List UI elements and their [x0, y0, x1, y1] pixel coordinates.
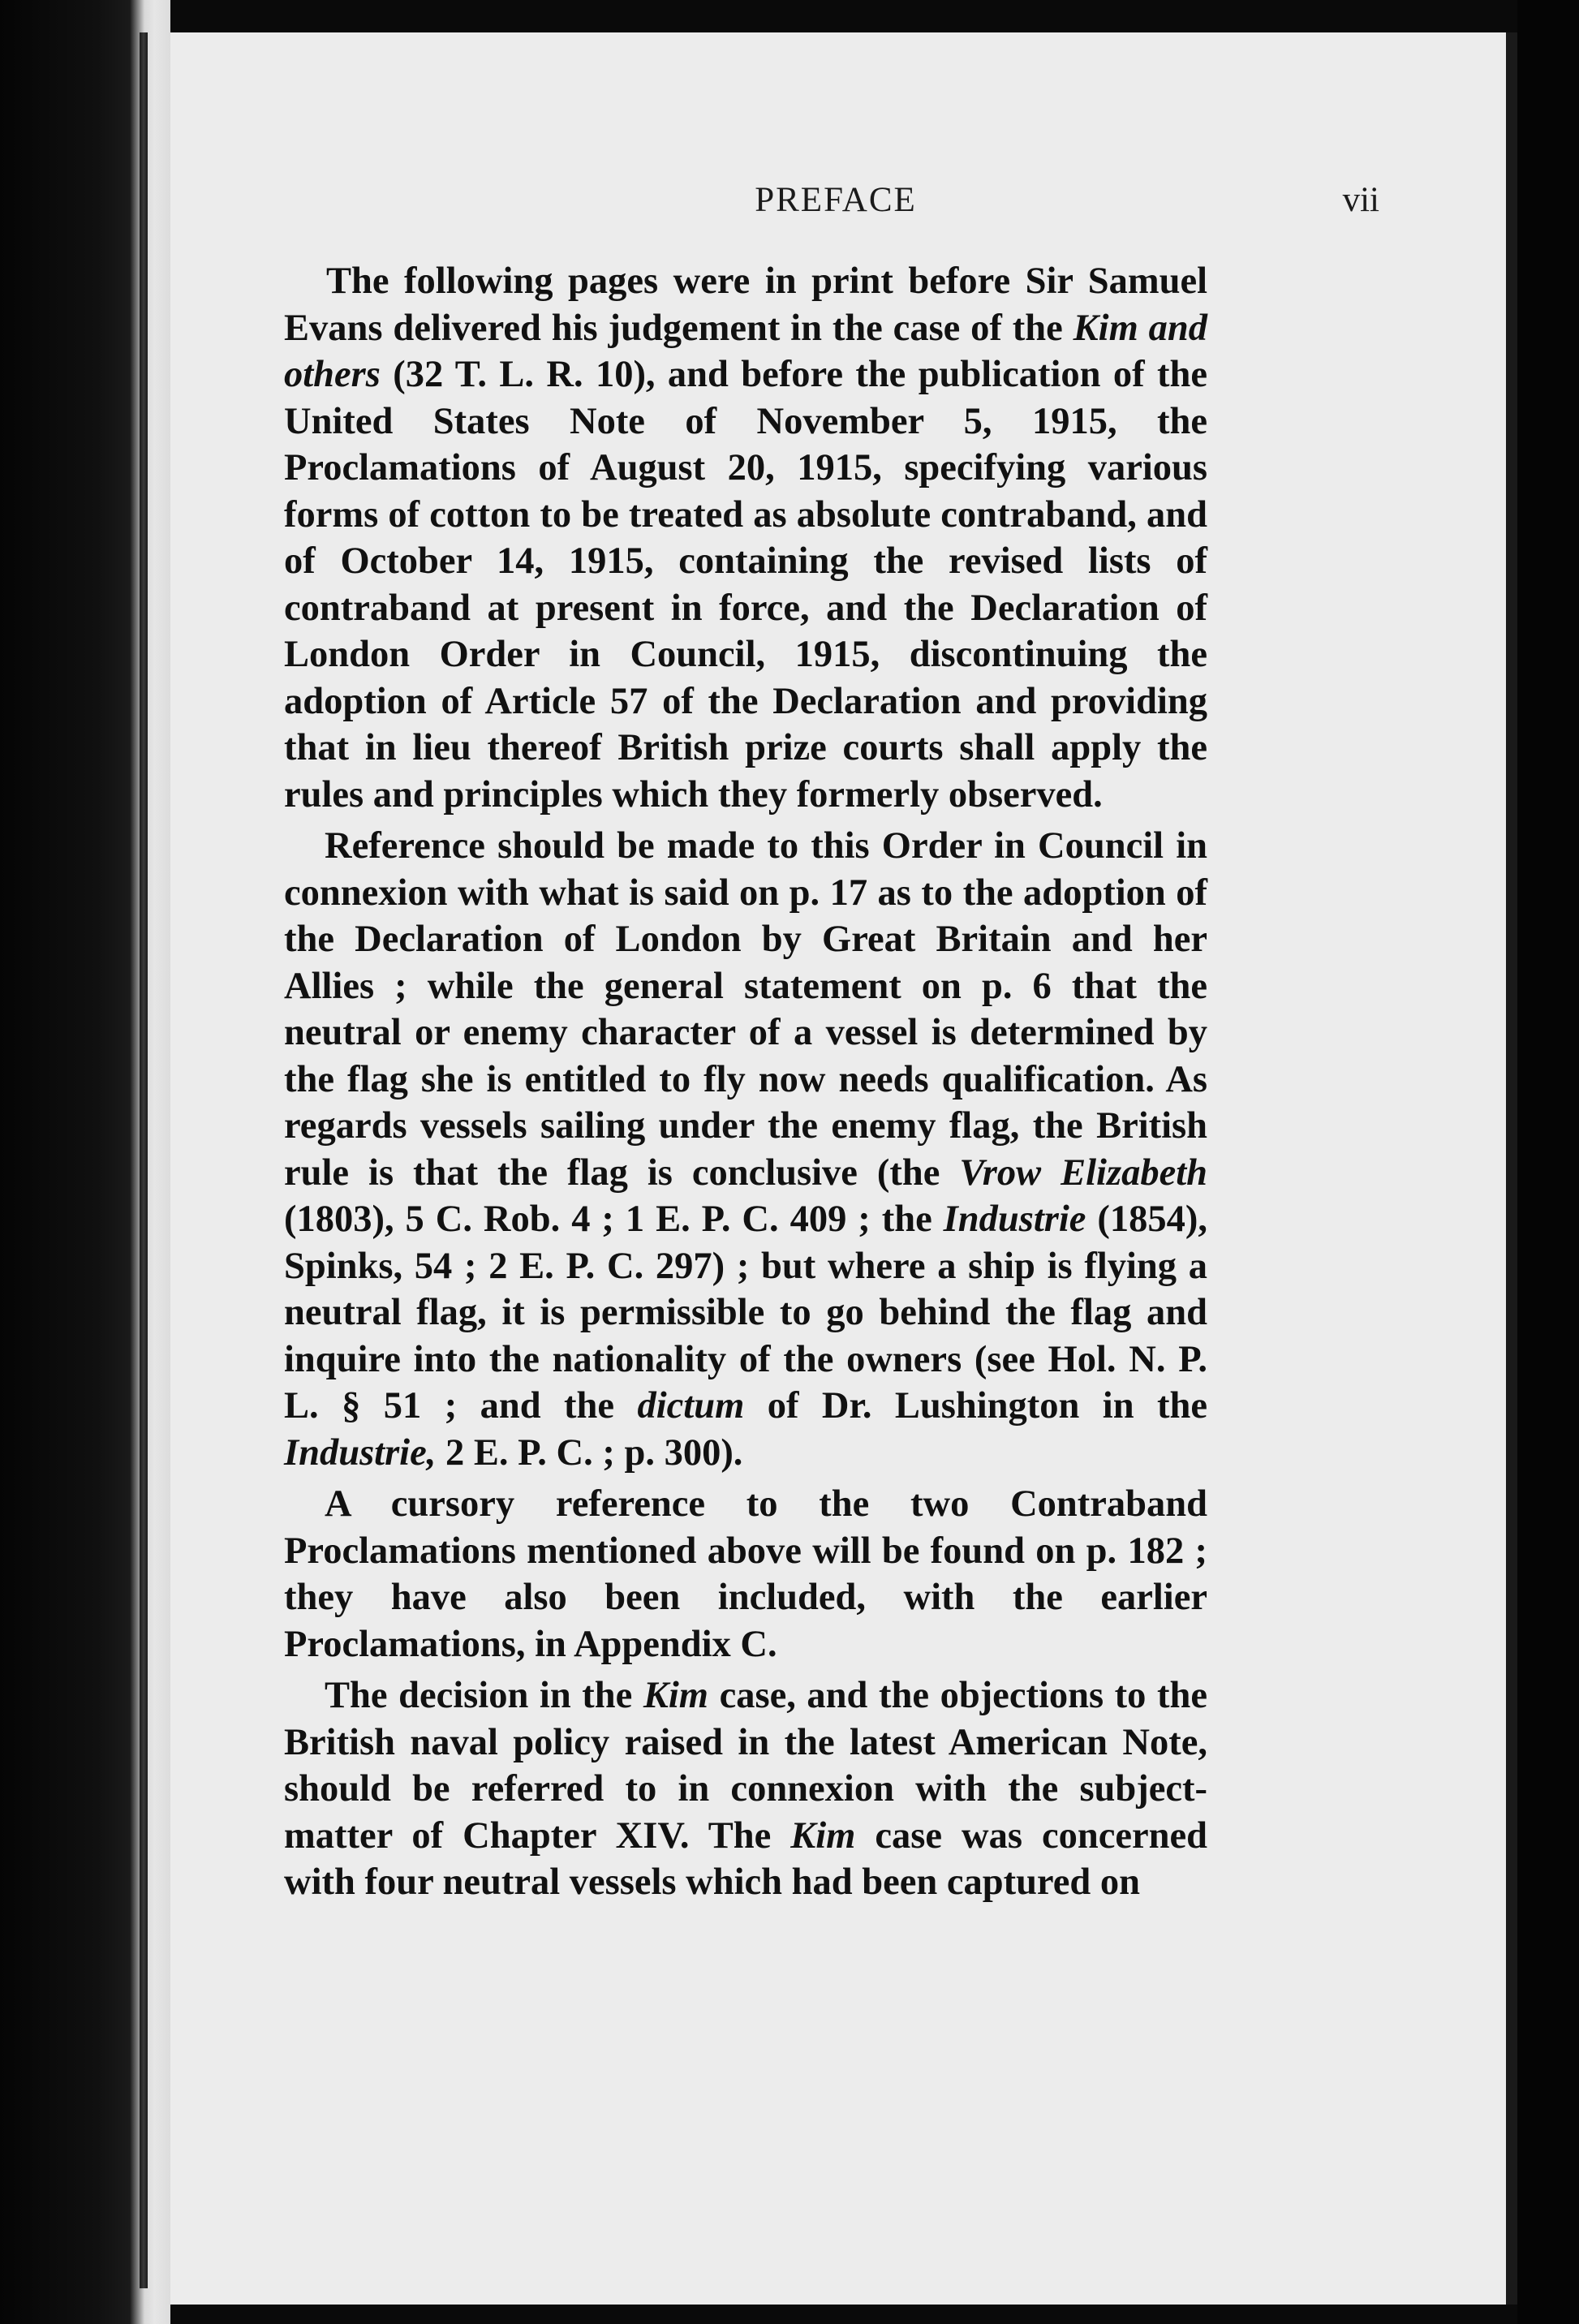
latin-term: dictum — [637, 1385, 745, 1427]
text-run: The following pages were in print before Sir Samuel Evans delivered his judgement in the case of the — [284, 260, 1207, 349]
case-name: Kim and others — [284, 307, 1207, 395]
paragraph-2 — [284, 823, 1207, 1476]
text-run: (1803), 5 C. Rob. 4 ; 1 E. P. C. 409 ; the — [284, 1199, 944, 1240]
case-name: Industrie, — [284, 1431, 437, 1474]
paragraph-4 — [284, 1672, 1207, 1906]
text-run: case, and the objections to the British naval policy raised in the latest American Note, should be referred to in connexion with the subject-matter of Chapter XIV. The — [284, 1675, 1207, 1857]
text-run: Reference should be made to this Order in Council in connexion with what is said on p. 17 as to the adoption of the Declaration of London by Great Britain and her Allies ; while the general statement on p. 6 that the neutral or enemy character of a vessel is determined by the flag she is entitled to fly now needs qualification. As regards vessels sailing under the enemy flag, the British rule is that the flag is conclusive (the — [284, 825, 1207, 1194]
page-title: PREFACE — [755, 181, 917, 219]
book-page — [170, 32, 1517, 2305]
case-name: Kim — [790, 1814, 856, 1857]
case-name: Industrie — [943, 1199, 1086, 1240]
text-run: of Dr. Lushington in the — [744, 1385, 1207, 1427]
text-run: 2 E. P. C. ; p. 300). — [436, 1431, 743, 1474]
book-gutter — [140, 32, 148, 2288]
text-run: (1854), Spinks, 54 ; 2 E. P. C. 297) ; but where a ship is flying a neutral flag, it is permissible to go behind the flag and inquire into the nationality of the owners (see Hol. N. P. L. § 51 ; and the — [284, 1199, 1207, 1427]
paragraph-1 — [284, 258, 1207, 818]
text-run: case was concerned with four neutral vessels which had been captured on — [284, 1814, 1207, 1903]
text-run: (32 T. L. R. 10), and before the publication of the United States Note of November 5, 1915, the Proclamations of August 20, 1915, specifying various forms of cotton to be treated as absolute contraband, and of October 14, 1915, containing the revised lists of contraband at present in force, and the Declaration of London Order in Council, 1915, discontinuing the adoption of Article 57 of the Declaration and providing that in lieu thereof British prize courts shall apply the rules and principles which they formerly observed. — [284, 354, 1207, 816]
body-text — [284, 258, 1207, 1906]
case-name: Kim — [643, 1675, 708, 1716]
text-run: A cursory reference to the two Contraband Proclamations mentioned above will be found on p. 182 ; they have also been included, with the earlier Proclamations, in Appendix C. — [284, 1483, 1207, 1665]
text-run: The decision in the — [325, 1675, 643, 1716]
scan-border-right — [1517, 0, 1579, 2324]
paragraph-3 — [284, 1481, 1207, 1668]
running-head — [292, 180, 1379, 237]
case-name: Vrow Elizabeth — [959, 1151, 1207, 1194]
page-number: vii — [1342, 181, 1379, 219]
